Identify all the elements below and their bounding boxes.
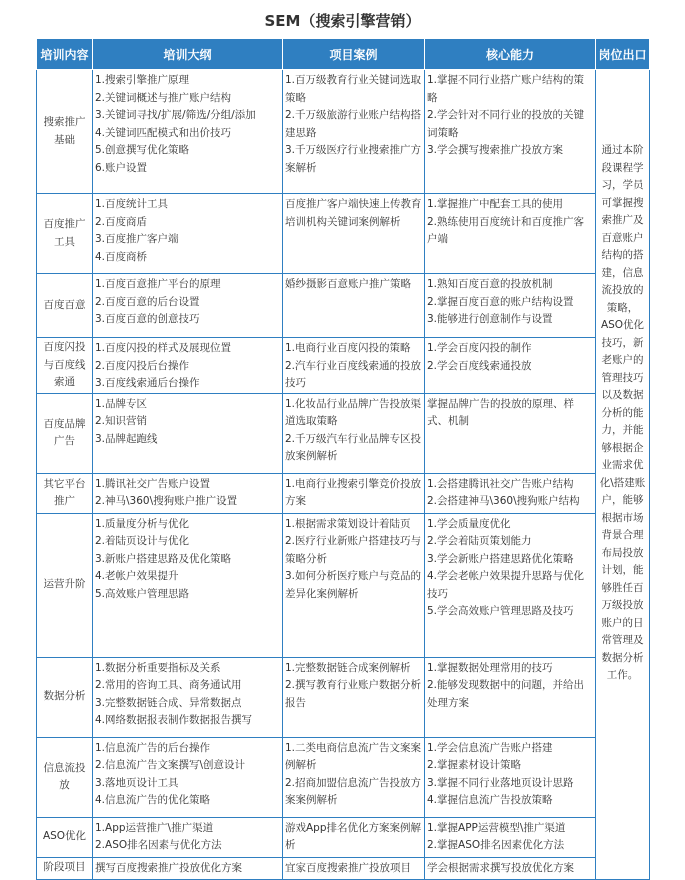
core-abilities-cell [425, 393, 596, 473]
outline-line: 1.百度闪投的样式及展现位置 [95, 342, 232, 354]
header-training-content: 培训内容 [37, 39, 93, 70]
outline-line: 1.App运营推广\推广渠道 [95, 821, 214, 834]
ability-line: 1.掌握数据处理常用的技巧 [427, 661, 553, 674]
core-abilities-cell [425, 817, 596, 857]
ability-line: 3.掌握不同行业落地页设计思路 [427, 776, 574, 789]
outline-line: 4.信息流广告的优化策略 [95, 794, 211, 806]
table-row [37, 393, 650, 473]
core-abilities-cell [425, 857, 596, 879]
core-abilities-cell [425, 274, 596, 338]
table-row [37, 473, 650, 513]
outline-line: 2.着陆页设计与优化 [95, 535, 190, 547]
outline-line: 3.关键词寻找/扩展/筛选/分组/添加 [95, 109, 256, 121]
outline-line: 5.高效账户管理思路 [95, 587, 190, 600]
training-outline-cell [93, 817, 283, 857]
outline-line: 2.信息流广告文案撰写\创意设计 [95, 759, 246, 771]
table-row [37, 857, 650, 879]
project-cases-cell [283, 473, 425, 513]
core-abilities-cell [425, 513, 596, 657]
training-content-cell: ASO优化 [37, 817, 93, 857]
outline-line: 2.常用的咨询工具、商务通试用 [95, 679, 242, 691]
page-title: SEM（搜索引擎营销） [264, 12, 421, 30]
training-outline-cell [93, 338, 283, 394]
ability-line: 2.能够发现数据中的问题，并给出处理方案 [427, 679, 585, 709]
case-line: 百度推广客户端快速上传教育培训机构关键词案例解析 [285, 198, 422, 228]
ability-line: 4.学会老帐户效果提升思路与优化技巧 [427, 570, 585, 600]
core-abilities-cell [425, 657, 596, 737]
outline-line: 5.创意撰写优化策略 [95, 144, 190, 156]
project-cases-cell [283, 274, 425, 338]
project-cases-cell [283, 857, 425, 879]
outline-line: 1.质量度分析与优化 [95, 517, 190, 530]
table-row [37, 657, 650, 737]
table-row [37, 513, 650, 657]
outline-line: 1.百度统计工具 [95, 198, 169, 210]
core-abilities-cell [425, 737, 596, 817]
ability-line: 1.学会质量度优化 [427, 517, 511, 530]
outline-line: 3.百度百意的创意技巧 [95, 313, 200, 325]
header-core-abilities: 核心能力 [425, 39, 596, 70]
project-cases-cell [283, 657, 425, 737]
table-header-row [37, 39, 650, 70]
case-line: 3.千万级医疗行业搜索推广方案解析 [285, 144, 422, 174]
table-row [37, 338, 650, 394]
case-line: 1.电商行业百度闪投的策略 [285, 342, 411, 354]
case-line: 1.完整数据链合成案例解析 [285, 661, 411, 674]
outline-line: 6.账户设置 [95, 161, 148, 174]
outline-line: 1.百度百意推广平台的原理 [95, 278, 221, 290]
table-row [37, 274, 650, 338]
ability-line: 1.学会百度闪投的制作 [427, 342, 532, 354]
case-line: 2.千万级旅游行业账户结构搭建思路 [285, 109, 422, 139]
ability-line: 2.会搭建神马\360\搜狗账户结构 [427, 495, 580, 507]
outline-line: 3.落地页设计工具 [95, 776, 179, 789]
case-line: 宜家百度搜索推广投放项目 [285, 861, 411, 874]
ability-line: 3.学会撰写搜索推广投放方案 [427, 144, 564, 156]
project-cases-cell [283, 194, 425, 274]
ability-line: 1.掌握APP运营模型\推广渠道 [427, 821, 566, 834]
training-outline-cell [93, 857, 283, 879]
outline-line: 3.百度线索通后台操作 [95, 377, 200, 389]
project-cases-cell [283, 513, 425, 657]
outline-line: 3.百度推广客户端 [95, 233, 179, 245]
case-line: 2.汽车行业百度线索通的投放技巧 [285, 359, 422, 389]
case-line: 1.电商行业搜索引擎竞价投放方案 [285, 477, 422, 507]
case-line: 3.如何分析医疗账户与竞品的差异化案例解析 [285, 570, 422, 600]
ability-line: 1.学会信息流广告账户搭建 [427, 741, 553, 754]
training-outline-cell [93, 657, 283, 737]
outline-line: 2.百度闪投后台操作 [95, 359, 190, 372]
outline-line: 1.腾讯社交广告账户设置 [95, 477, 211, 490]
ability-line: 掌握品牌广告的投放的原理、样式、机制 [427, 397, 574, 427]
outline-line: 2.ASO排名因素与优化方法 [95, 839, 222, 851]
header-job-exit: 岗位出口 [596, 39, 650, 70]
outline-line: 4.老帐户效果提升 [95, 570, 179, 582]
ability-line: 1.熟知百度百意的投放机制 [427, 278, 553, 290]
table-row [37, 817, 650, 857]
ability-line: 3.能够进行创意制作与设置 [427, 313, 553, 325]
job-exit-cell: 通过本阶段课程学习，学员可掌握搜索推广及百意账户结构的搭建，信息流投放的策略，ASO优化技巧，新老账户的管理技巧以及数据分析的能力，并能够根据企业需求优化\搭建账户，能够根据市场背景合理布局投放计划，能够胜任百万级投放账户的日常管理及数据分析工作。 [596, 70, 650, 880]
training-content-cell: 百度品牌广告 [37, 393, 93, 473]
ability-line: 2.学会着陆页策划能力 [427, 535, 532, 547]
ability-line: 1.会搭建腾讯社交广告账户结构 [427, 477, 574, 490]
training-content-cell: 搜索推广基础 [37, 70, 93, 194]
outline-line: 4.百度商桥 [95, 250, 148, 263]
outline-line: 2.百度商盾 [95, 215, 148, 228]
case-line: 1.根据需求策划设计着陆页 [285, 517, 411, 530]
table-row [37, 737, 650, 817]
outline-line: 2.百度百意的后台设置 [95, 295, 200, 308]
ability-line: 1.掌握推广中配套工具的使用 [427, 198, 564, 210]
header-training-outline: 培训大纲 [93, 39, 283, 70]
core-abilities-cell [425, 338, 596, 394]
core-abilities-cell [425, 70, 596, 194]
case-line: 2.招商加盟信息流广告投放方案案例解析 [285, 776, 422, 806]
outline-line: 撰写百度搜索推广投放优化方案 [95, 861, 242, 874]
outline-line: 1.品牌专区 [95, 397, 148, 410]
ability-line: 2.学会针对不同行业的投放的关键词策略 [427, 109, 585, 139]
ability-line: 2.掌握素材设计策略 [427, 759, 522, 771]
project-cases-cell [283, 393, 425, 473]
training-outline-cell [93, 513, 283, 657]
training-content-cell: 数据分析 [37, 657, 93, 737]
case-line: 2.医疗行业新账户搭建技巧与策略分析 [285, 535, 422, 565]
outline-line: 1.信息流广告的后台操作 [95, 741, 211, 754]
project-cases-cell [283, 338, 425, 394]
ability-line: 4.掌握信息流广告投放策略 [427, 794, 553, 806]
ability-line: 5.学会高效账户管理思路及技巧 [427, 605, 574, 617]
training-content-cell: 阶段项目 [37, 857, 93, 879]
curriculum-table [36, 38, 650, 880]
case-line: 1.二类电商信息流广告文案案例解析 [285, 741, 422, 771]
training-content-cell: 百度百意 [37, 274, 93, 338]
project-cases-cell [283, 817, 425, 857]
project-cases-cell [283, 70, 425, 194]
case-line: 1.化妆品行业品牌广告投放渠道选取策略 [285, 397, 422, 427]
outline-line: 4.关键词匹配模式和出价技巧 [95, 126, 232, 139]
case-line: 婚纱摄影百意账户推广策略 [285, 278, 411, 290]
outline-line: 3.新账户搭建思路及优化策略 [95, 552, 232, 565]
ability-line: 3.学会新账户搭建思路优化策略 [427, 552, 574, 565]
training-content-cell: 百度闪投与百度线索通 [37, 338, 93, 394]
ability-line: 2.掌握ASO排名因素优化方法 [427, 839, 565, 851]
core-abilities-cell [425, 473, 596, 513]
case-line: 1.百万级教育行业关键词选取策略 [285, 74, 422, 104]
outline-line: 3.完整数据链合成、异常数据点 [95, 696, 242, 709]
training-outline-cell [93, 70, 283, 194]
header-project-cases: 项目案例 [283, 39, 425, 70]
case-line: 2.撰写教育行业账户数据分析报告 [285, 679, 422, 709]
project-cases-cell [283, 737, 425, 817]
case-line: 游戏App排名优化方案案例解析 [285, 821, 422, 851]
outline-line: 4.网络数据报表制作数据报告撰写 [95, 714, 253, 726]
training-content-cell: 信息流投放 [37, 737, 93, 817]
table-row [37, 70, 650, 194]
training-outline-cell [93, 194, 283, 274]
table-row [37, 194, 650, 274]
outline-line: 1.搜索引擎推广原理 [95, 74, 190, 86]
training-outline-cell [93, 737, 283, 817]
training-content-cell: 其它平台推广 [37, 473, 93, 513]
ability-line: 2.熟练使用百度统计和百度推广客户端 [427, 215, 585, 245]
outline-line: 2.神马\360\搜狗账户推广设置 [95, 495, 238, 507]
outline-line: 1.数据分析重要指标及关系 [95, 661, 221, 674]
case-line: 2.千万级汽车行业品牌专区投放案例解析 [285, 432, 422, 462]
ability-line: 2.掌握百度百意的账户结构设置 [427, 295, 574, 308]
outline-line: 2.知识营销 [95, 415, 148, 427]
training-outline-cell [93, 393, 283, 473]
outline-line: 3.品牌起跑线 [95, 432, 158, 445]
training-content-cell: 运营升阶 [37, 513, 93, 657]
ability-line: 2.学会百度线索通投放 [427, 359, 532, 372]
training-content-cell: 百度推广工具 [37, 194, 93, 274]
outline-line: 2.关键词概述与推广账户结构 [95, 91, 232, 104]
training-outline-cell [93, 473, 283, 513]
core-abilities-cell [425, 194, 596, 274]
ability-line: 学会根据需求撰写投放优化方案 [427, 861, 574, 874]
ability-line: 1.掌握不同行业搭广账户结构的策略 [427, 74, 585, 104]
training-outline-cell [93, 274, 283, 338]
